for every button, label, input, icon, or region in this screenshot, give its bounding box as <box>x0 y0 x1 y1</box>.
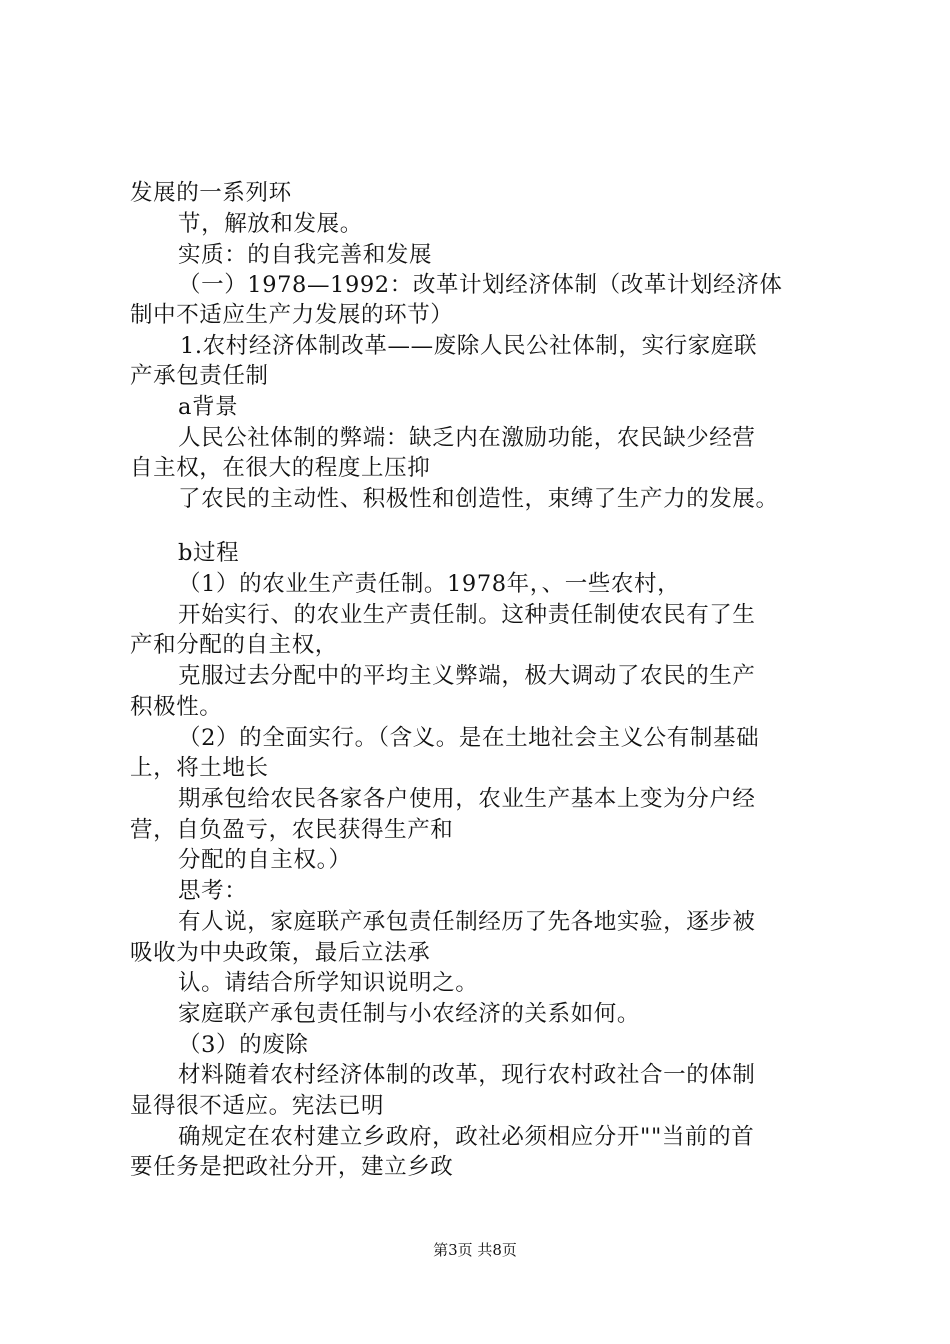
body-line: 显得很不适应。宪法已明 <box>130 1093 385 1119</box>
body-line: 认。请结合所学知识说明之。 <box>178 970 479 996</box>
body-line: 节，解放和发展。 <box>178 211 363 237</box>
body-line: 材料随着农村经济体制的改革，现行农村政社合一的体制 <box>178 1062 756 1088</box>
body-line: 发展的一系列环 <box>130 180 292 206</box>
body-line: 吸收为中央政策，最后立法承 <box>130 940 431 966</box>
body-line: （3）的废除 <box>178 1032 309 1058</box>
body-line: 自主权，在很大的程度上压抑 <box>130 455 431 481</box>
body-line: 确规定在农村建立乡政府，政社必须相应分开""当前的首 <box>178 1124 755 1150</box>
body-line: 有人说，家庭联产承包责任制经历了先各地实验，逐步被 <box>178 909 756 935</box>
body-line: （1）的农业生产责任制。1978年，、一些农村， <box>178 571 681 597</box>
body-line: 家庭联产承包责任制与小农经济的关系如何。 <box>178 1001 641 1027</box>
body-line: 要任务是把政社分开，建立乡政 <box>130 1154 454 1180</box>
body-line: 分配的自主权。） <box>178 847 352 873</box>
body-line: 上，将土地长 <box>130 755 269 781</box>
body-line: 期承包给农民各家各户使用，农业生产基本上变为分户经 <box>178 786 756 812</box>
body-line: 产承包责任制 <box>130 363 269 389</box>
body-line: 开始实行、的农业生产责任制。这种责任制使农民有了生 <box>178 602 756 628</box>
body-line: 了农民的主动性、积极性和创造性，束缚了生产力的发展。 <box>178 486 779 512</box>
body-line: 营，自负盈亏，农民获得生产和 <box>130 817 454 843</box>
body-line: 实质：的自我完善和发展 <box>178 242 433 268</box>
page-number-footer: 第3页 共8页 <box>433 1241 517 1259</box>
body-line: （2）的全面实行。（含义。是在土地社会主义公有制基础 <box>178 725 760 751</box>
body-line: 积极性。 <box>130 694 223 720</box>
body-line: （一）1978—1992：改革计划经济体制（改革计划经济体 <box>178 272 783 298</box>
body-line: 思考： <box>178 878 248 904</box>
body-line: 克服过去分配中的平均主义弊端，极大调动了农民的生产 <box>178 663 756 689</box>
body-line: a背景 <box>178 394 239 420</box>
body-line: b过程 <box>178 540 240 566</box>
body-line: 产和分配的自主权， <box>130 632 338 658</box>
body-line: 制中不适应生产力发展的环节） <box>130 302 454 328</box>
body-line: 1.农村经济体制改革——废除人民公社体制，实行家庭联 <box>180 333 758 359</box>
body-line: 人民公社体制的弊端：缺乏内在激励功能，农民缺少经营 <box>178 425 756 451</box>
